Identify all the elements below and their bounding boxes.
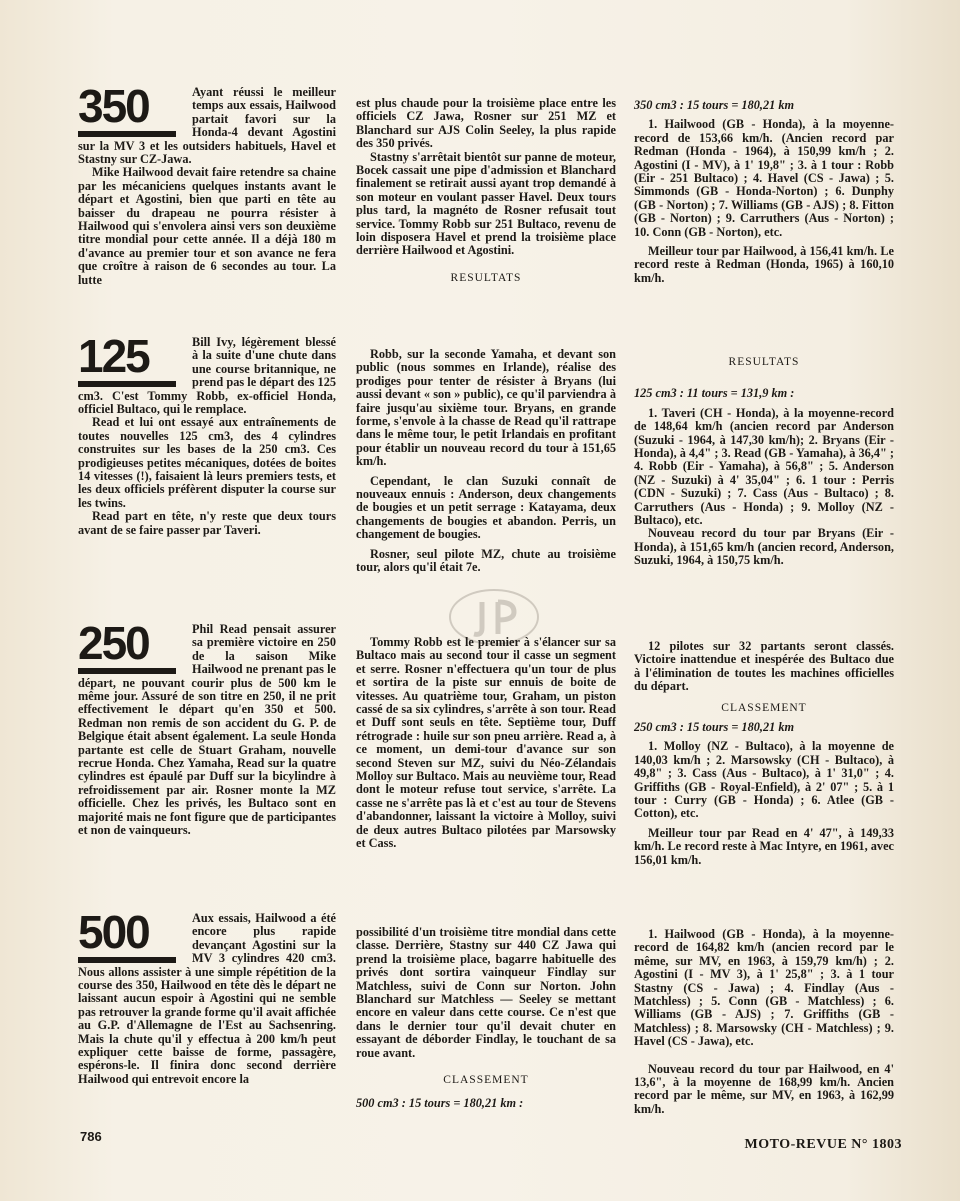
classement-heading: CLASSEMENT <box>721 701 807 714</box>
s350-col3 <box>634 99 894 285</box>
paragraph: Rosner, seul pilote MZ, chute au troisième tour, alors qu'il était 7e. <box>356 546 616 575</box>
paragraph: 12 pilotes sur 32 partants seront classés. Victoire inattendue et inespérée des Bultaco due à l'élimination de toutes les machines officielles du départ. <box>634 639 894 694</box>
results-title: 125 cm3 : 11 tours = 131,9 km : <box>634 386 795 401</box>
s350-col2 <box>356 97 616 291</box>
best-lap: Meilleur tour par Hailwood, à 156,41 km/h. Le record reste à Redman (Honda, 1965) à 160,10 km/h. <box>634 244 894 285</box>
s250-col3 <box>634 640 894 867</box>
paragraph: Robb, sur la seconde Yamaha, et devant son public (nous sommes en Irlande), réalise des prodiges pour tenter de résister à Bryans (lui aussi devant « son » public), ce qu'il parviendra à faire jusqu'au sixième tour. Bryans, en grande forme, s'envole à la chasse de Read qu'il rattrape dans le même tour, le petit Irlandais en profitant pour établir un nouveau record du tour à 151,65 km/h. <box>356 347 616 469</box>
paragraph: est plus chaude pour la troisième place entre les officiels CZ Jawa, Rosner sur 251 MZ et Blanchard sur AJS Colin Seeley, la plus rapide des 350 privés. <box>356 96 616 151</box>
results-title: 250 cm3 : 15 tours = 180,21 km <box>634 720 795 735</box>
paragraph: Stastny s'arrêtait bientôt sur panne de moteur, Bocek cassait une pipe d'admission et Blanchard finalement se retirait aussi ayant trop demandé à son moteur en voulant passer Havel. Deux tours plus tard, la magnéto de Rosner refusait tout service. Tommy Robb sur 251 Bultaco, revenu de loin disposera Havel et prend la troisième place derrière Hailwood et Agostini. <box>356 149 616 258</box>
section-heading-125: 125 <box>78 334 186 387</box>
s350-col1 <box>78 80 336 287</box>
paragraph: Aux essais, Hailwood a été encore plus rapide devançant Agostini sur la MV 3 cylindres 420 cm3. Nous allons assister à une simple répétition de la course des 350, Hailwood en tête dès le départ ne laissant aucun espoir à Agostini qui ne semble pas retrouver la grande forme qu'il avait affichée au G.P. d'Allemagne de l'Est au Sachsenring. Mais la chute qu'il y effectua à 200 km/h peut expliquer cette baisse de forme, passagère, espérons-le. Il finira donc second derrière Hailwood qui entrevoit encore la <box>78 911 336 1086</box>
results-list: 1. Molloy (NZ - Bultaco), à la moyenne de 140,03 km/h ; 2. Marsowsky (CH - Bultaco), à 49,8" ; 3. Cass (Aus - Bultaco), à 1' 31,0" ; 4. Griffiths (GB - Royal-Enfield), à 2' 07" ; 5. à 1 tour : Curry (GB - Honda) ; 6. Atlee (GB - Cotton), etc. <box>634 739 894 821</box>
s125-col2 <box>356 348 616 575</box>
best-lap: Nouveau record du tour par Hailwood, en 4' 13,6", à la moyenne de 168,99 km/h. Ancien record par le même, sur MV, en 1963, à 162,99 km/h. <box>634 1061 894 1116</box>
results-title: 350 cm3 : 15 tours = 180,21 km <box>634 98 795 112</box>
results-list: 1. Hailwood (GB - Honda), à la moyenne-record de 153,66 km/h. (Ancien record par Redman (Honda - 1964), à 150,99 km/h ; 2. Agostini (I - MV), à 1' 19,8" ; 3. à 1 tour : Robb (Eir - 251 Bultaco) ; 4. Havel (CS - Jawa) ; 5. Simmonds (GB - Honda-Norton) ; 6. Dunphy (GB - Norton) ; 7. Williams (GB - AJS) ; 8. Fitton (GB - Norton) ; 9. Carruthers (Aus - Norton) ; 10. Conn (GB - Norton), etc. <box>634 117 894 239</box>
s250-col2 <box>356 636 616 851</box>
s125-col1 <box>78 330 336 537</box>
paragraph: Mike Hailwood devait faire retendre sa chaine par les mécaniciens quelques instants avant le départ et Agostini, bien que parti en tête au baisser du drapeau ne pourra résister à Hailwood qui s'envolera ainsi vers son deuxième titre mondial pour cette année. Il a déjà 180 m d'avance au premier tour et son avance ne fera que croître à raison de 6 secondes au tour. La lutte <box>78 165 336 287</box>
paragraph: Read et lui ont essayé aux entraînements de toutes nouvelles 125 cm3, des 4 cylindres construites sur les bases de la 250 cm3. Ces prodigieuses petites mécaniques, dotées de boites 14 vitesses (!), faisaient là leurs premiers tests, et les deux officiels préfèrent disputer la course sur les twins. <box>78 415 336 510</box>
page-number: 786 <box>80 1129 102 1144</box>
section-heading-350: 350 <box>78 84 186 137</box>
results-heading: RESULTATS <box>450 271 522 284</box>
classement-heading: CLASSEMENT <box>443 1074 529 1087</box>
best-lap: Meilleur tour par Read en 4' 47", à 149,33 km/h. Le record reste à Mac Intyre, en 1961, avec 156,01 km/h. <box>634 825 894 867</box>
paragraph: Phil Read pensait assurer sa première victoire en 250 de la saison Mike Hailwood ne prenant pas le départ, ne pouvant courir plus de 500 km le même jour. Assuré de son titre en 250, il ne prit effectivement le départ qu'en 350 et 500. Redman non remis de son accident du G. P. de Belgique était absent également. La seule Honda partante est celle de Stuart Graham, nouvelle recrue Honda. Chez Yamaha, Read sur la quatre cylindres est épaulé par Duff sur la bicylindre à refroidissement par air. Rosner monte la MZ officielle. Chez les privés, les Bultaco sont en majorité mais ne font figure que de participantes et non de vainqueurs. <box>78 622 336 838</box>
best-lap: Nouveau record du tour par Bryans (Eir - Honda), à 151,65 km/h (ancien record, Anderson, Suzuki, 1964, à 150,75 km/h. <box>634 526 894 568</box>
s250-col1 <box>78 617 336 838</box>
paragraph: Read part en tête, n'y reste que deux tours avant de se faire passer par Taveri. <box>78 509 336 537</box>
paragraph: Ayant réussi le meilleur temps aux essais, Hailwood partait favori sur la Honda-4 devant Agostini sur la MV 3 et les outsiders habituels, Havel et Stastny sur CZ-Jawa. <box>78 85 336 167</box>
paragraph: Cependant, le clan Suzuki connaît de nouveaux ennuis : Anderson, deux changements de bougies et un petit serrage : Katayama, deux changements de bougies et abandon. Perris, un changement de bougies. <box>356 473 616 542</box>
s500-col2 <box>356 926 616 1111</box>
results-title: 500 cm3 : 15 tours = 180,21 km : <box>356 1096 524 1111</box>
paragraph: possibilité d'un troisième titre mondial dans cette classe. Derrière, Stastny sur 440 CZ Jawa qui prend la troisième place, bagarre habituelle des privés dont sortira vainqueur Findlay sur Matchless, suivi de Conn sur Norton. John Blanchard sur Matchless — Seeley se mettant encore en valeur dans cette course. Ce n'est que dans le dernier tour qu'il devait chuter en essayant de déborder Findlay, le touchant de sa roue avant. <box>356 925 616 1060</box>
section-heading-250: 250 <box>78 621 186 674</box>
s500-col1 <box>78 906 336 1086</box>
paragraph: Bill Ivy, légèrement blessé à la suite d'une chute dans une course britannique, ne prend pas le départ des 125 cm3. C'est Tommy Robb, ex-officiel Honda, officiel Bultaco, qui le remplace. <box>78 335 336 417</box>
results-list: 1. Taveri (CH - Honda), à la moyenne-record de 148,64 km/h (ancien record par Anderson (Suzuki - 1964, à 147,30 km/h); 2. Bryans (Eir - Honda), à 4,4" ; 3. Read (GB - Yamaha), à 36,4" ; 4. Robb (Eir - Yamaha), à 56,8" ; 5. Anderson (NZ - Suzuki) à 4' 35,04" ; 6. 1 tour : Perris (CDN - Suzuki) ; 7. Cass (Aus - Bultaco) ; 8. Carruthers (Aus - Honda) ; 9. Molloy (NZ - Bultaco), etc. <box>634 405 894 528</box>
section-heading-500: 500 <box>78 910 186 963</box>
results-list: 1. Hailwood (GB - Honda), à la moyenne-record de 164,82 km/h (ancien record par le même, sur MV, en 1963, à 159,79 km/h) ; 2. Agostini (I - MV 3), à 1' 25,8" ; 3. à 1 tour Stastny (CS - Jawa) ; 4. Findlay (Aus - Matchless) ; 5. Conn (GB - Matchless) ; 6. Williams (GB - AJS) ; 7. Griffiths (GB - Matchless) ; 8. Marsowsky (CH - Matchless) ; 9. Havel (CS - Jawa), etc. <box>634 927 894 1049</box>
s500-col3 <box>634 928 894 1116</box>
s125-col3 <box>634 350 894 568</box>
paragraph: Tommy Robb est le premier à s'élancer sur sa Bultaco mais au second tour il casse un segment et serre. Rosner n'effectuera qu'un tour de plus et sortira de la piste sur ennuis de boite de vitesses. Au quatrième tour, Graham, un piston cassé de sa six cylindres, s'arrête à son tour. Read et Duff sont seuls en tête. Septième tour, Duff rétrograde : huile sur son pneu arrière. Read a, à ce moment, un demi-tour d'avance sur son second Steven sur MZ, suivi du Néo-Zélandais Molloy sur Bultaco. Mais au neuvième tour, Read dont le moteur refuse tout service, s'arrête. La casse ne s'arrête pas là et c'est au tour de Stevens d'abandonner, laissant la victoire à Molloy, suivi de deux autres Bultaco pilotées par Marsowsky et Cass. <box>356 635 616 851</box>
magazine-issue: MOTO-REVUE N° 1803 <box>744 1137 902 1152</box>
results-heading: RESULTATS <box>728 356 800 368</box>
